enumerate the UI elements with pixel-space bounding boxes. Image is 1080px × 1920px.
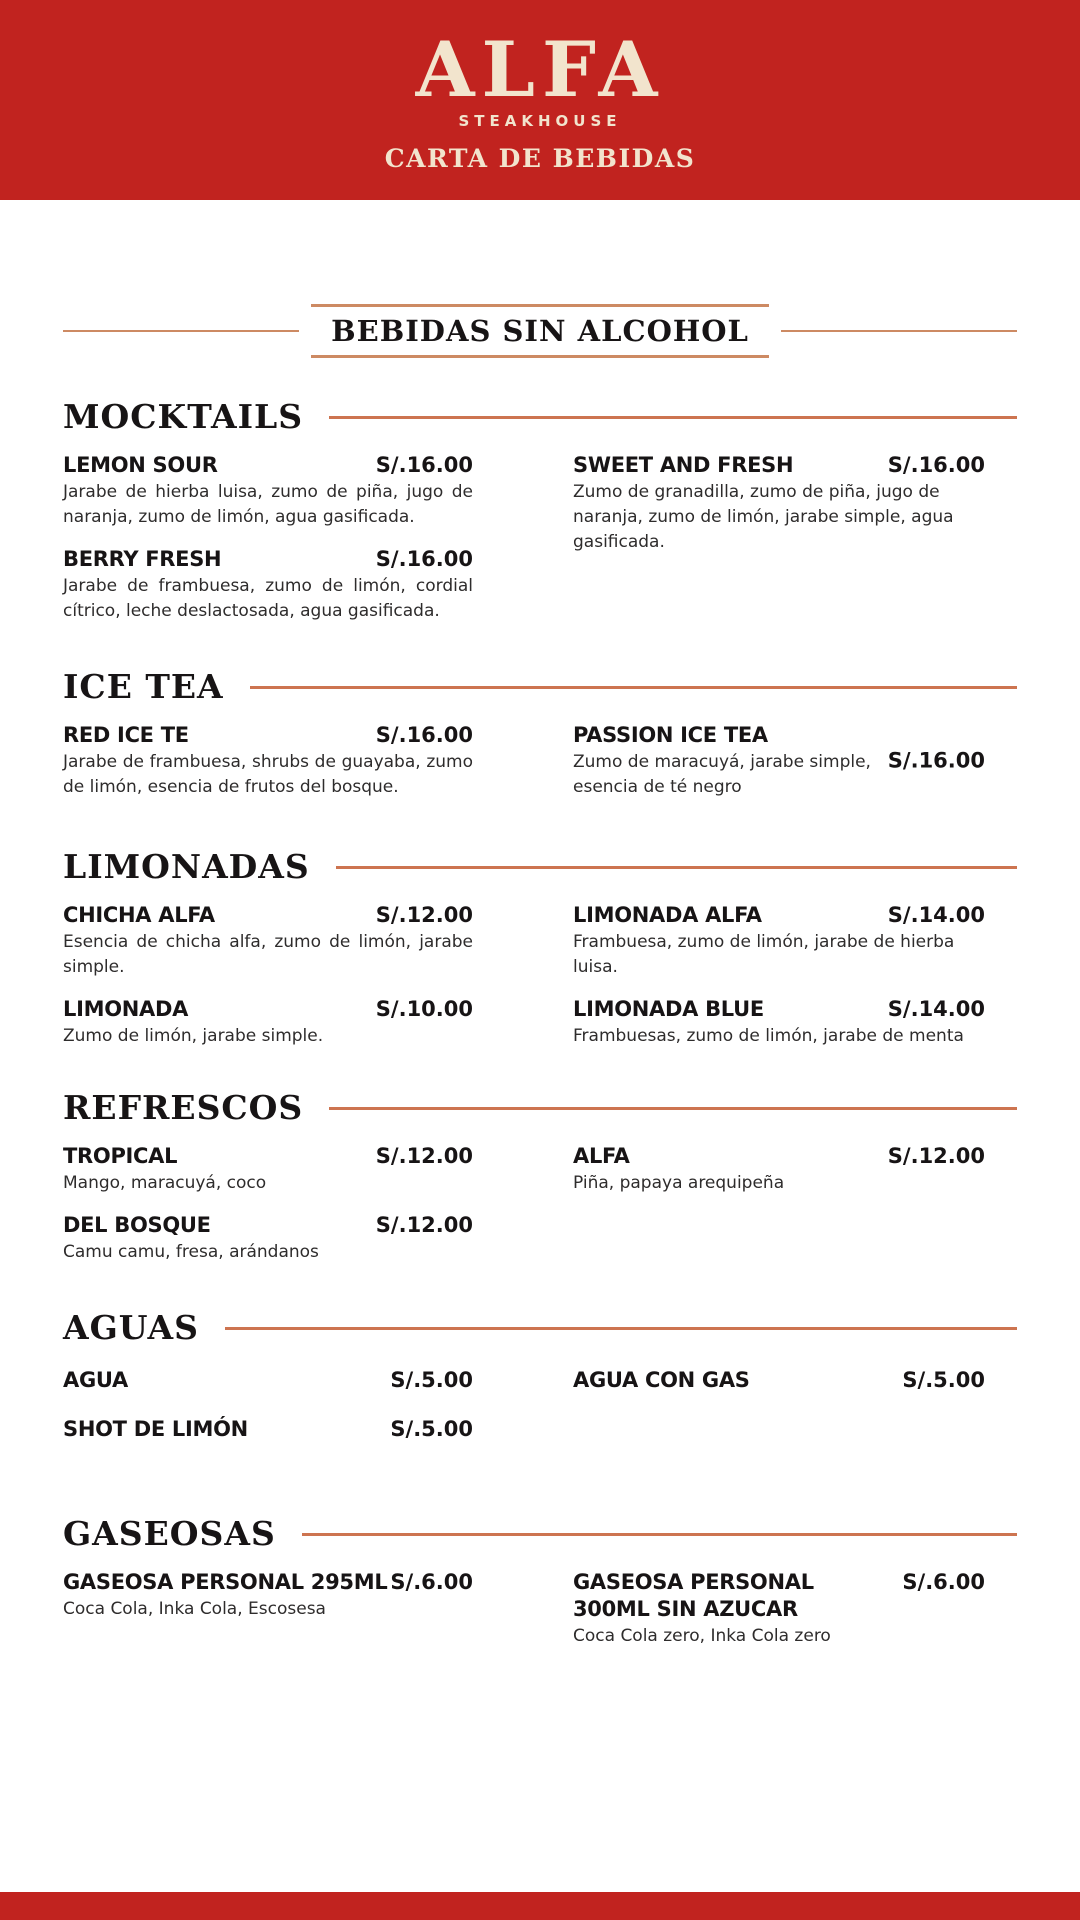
item-description: Esencia de chicha alfa, zumo de limón, jarabe simple. [63, 932, 473, 977]
title-line-right [781, 330, 1017, 332]
main-title-box [311, 304, 769, 358]
item-price: S/.16.00 [887, 748, 985, 773]
item-name: LIMONADA BLUE [573, 997, 764, 1021]
section-title: REFRESCOS [63, 1088, 304, 1127]
menu-item [573, 1367, 985, 1394]
item-description: Coca Cola, Inka Cola, Escosesa [63, 1599, 326, 1619]
item-price: S/.10.00 [375, 997, 473, 1021]
item-name: GASEOSA PERSONAL 295ML [63, 1570, 388, 1594]
section-rule [250, 686, 1017, 689]
item-price: S/.16.00 [375, 453, 473, 477]
title-line-left [63, 330, 299, 332]
item-price: S/.16.00 [375, 547, 473, 571]
item-price: S/.16.00 [887, 453, 985, 477]
section-gaseosas [63, 1513, 1017, 1665]
item-price: S/.12.00 [375, 903, 473, 927]
menu-item [573, 996, 985, 1049]
menu-item [573, 452, 985, 555]
item-price: S/.5.00 [902, 1368, 985, 1392]
section-title: ICE TEA [63, 667, 224, 706]
item-price: S/.6.00 [390, 1570, 473, 1594]
header-band [0, 0, 1080, 200]
section-refrescos [63, 1087, 1017, 1281]
item-description: Jarabe de frambuesa, shrubs de guayaba, zumo de limón, esencia de frutos del bosque. [63, 752, 473, 797]
brand-tagline: STEAKHOUSE [458, 112, 622, 131]
item-name: AGUA [63, 1368, 128, 1392]
item-description: Piña, papaya arequipeña [573, 1173, 785, 1193]
item-name: SWEET AND FRESH [573, 453, 794, 477]
section-rule [302, 1533, 1017, 1536]
menu-card-title: CARTA DE BEBIDAS [384, 144, 696, 174]
section-title: AGUAS [63, 1308, 199, 1347]
item-name: PASSION ICE TEA [573, 723, 768, 747]
item-price: S/.6.00 [902, 1570, 985, 1594]
section-title: GASEOSAS [63, 1514, 276, 1553]
menu-item [63, 902, 473, 980]
item-name: SHOT DE LIMÓN [63, 1417, 248, 1441]
item-price: S/.12.00 [375, 1213, 473, 1237]
item-price: S/.12.00 [887, 1144, 985, 1168]
menu-item [573, 1143, 985, 1196]
item-description: Zumo de limón, jarabe simple. [63, 1026, 324, 1046]
section-mocktails [63, 396, 1017, 640]
main-title: BEBIDAS SIN ALCOHOL [331, 314, 749, 348]
item-name: RED ICE TE [63, 723, 189, 747]
section-rule [329, 416, 1017, 419]
section-title: LIMONADAS [63, 847, 310, 886]
item-name: TROPICAL [63, 1144, 178, 1168]
item-price: S/.5.00 [390, 1368, 473, 1392]
menu-item [573, 902, 985, 980]
item-name: LIMONADA ALFA [573, 903, 762, 927]
main-title-row [63, 304, 1017, 358]
item-price: S/.12.00 [375, 1144, 473, 1168]
item-description: Zumo de granadilla, zumo de piña, jugo de naranja, zumo de limón, jarabe simple, agua gasificada. [573, 482, 954, 552]
item-price: S/.14.00 [887, 997, 985, 1021]
item-price: S/.5.00 [390, 1417, 473, 1441]
menu-body [0, 396, 1080, 1665]
item-name: AGUA CON GAS [573, 1368, 750, 1392]
item-name: LIMONADA [63, 997, 189, 1021]
menu-item [573, 722, 985, 800]
item-description: Jarabe de hierba luisa, zumo de piña, jugo de naranja, zumo de limón, agua gasificada. [63, 482, 473, 527]
item-name: LEMON SOUR [63, 453, 218, 477]
brand-logo: ALFA [415, 25, 665, 114]
footer-band [0, 1892, 1080, 1920]
section-title: MOCKTAILS [63, 397, 304, 436]
item-description: Frambuesas, zumo de limón, jarabe de menta [573, 1026, 964, 1046]
item-name: CHICHA ALFA [63, 903, 215, 927]
item-description: Zumo de maracuyá, jarabe simple, esencia de té negro [573, 752, 871, 797]
item-description: Camu camu, fresa, arándanos [63, 1242, 319, 1262]
item-description: Frambuesa, zumo de limón, jarabe de hierba luisa. [573, 932, 955, 977]
item-name: GASEOSA PERSONAL 300ML SIN AZUCAR [573, 1570, 814, 1621]
section-rule [225, 1327, 1017, 1330]
item-name: DEL BOSQUE [63, 1213, 211, 1237]
menu-item [63, 452, 473, 530]
menu-item [63, 1212, 473, 1265]
section-rule [336, 866, 1017, 869]
menu-item [63, 1416, 473, 1443]
item-description: Coca Cola zero, Inka Cola zero [573, 1626, 831, 1646]
section-limonadas [63, 846, 1017, 1065]
menu-item [63, 722, 473, 800]
item-name: BERRY FRESH [63, 547, 222, 571]
item-price: S/.14.00 [887, 903, 985, 927]
menu-item [63, 996, 473, 1049]
item-name: ALFA [573, 1144, 630, 1168]
menu-item [63, 1143, 473, 1196]
item-description: Mango, maracuyá, coco [63, 1173, 267, 1193]
menu-item [63, 1367, 473, 1394]
section-ice-tea [63, 666, 1017, 816]
item-description: Jarabe de frambuesa, zumo de limón, cordial cítrico, leche deslactosada, agua gasificada. [63, 576, 473, 621]
section-rule [329, 1107, 1017, 1110]
menu-item [573, 1569, 985, 1649]
item-price: S/.16.00 [375, 723, 473, 747]
menu-item [63, 1569, 473, 1622]
section-aguas [63, 1307, 1017, 1465]
menu-item [63, 546, 473, 624]
